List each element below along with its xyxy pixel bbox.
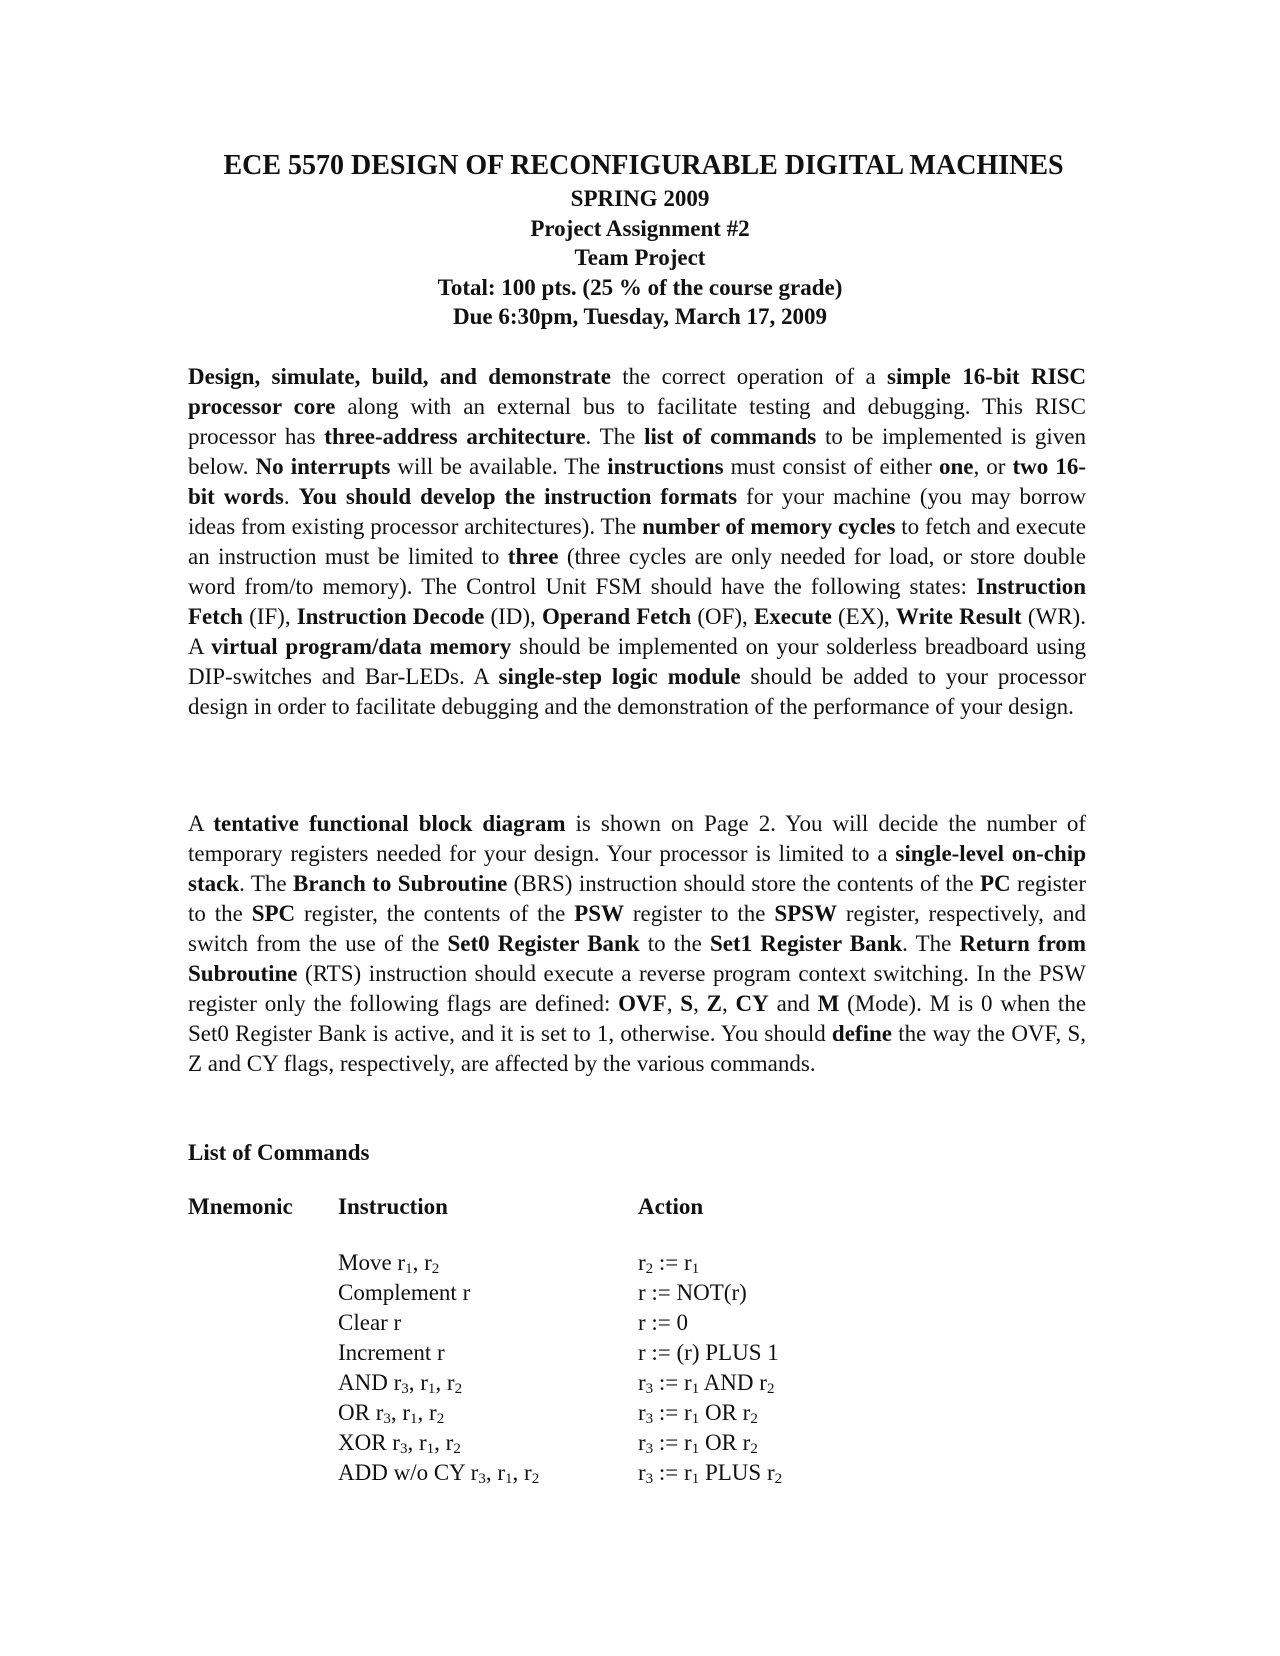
term-line: SPRING 2009 <box>570 186 710 211</box>
emphasized-text: Execute <box>753 604 832 629</box>
command-action: $r_3$ := $r_1$ OR $r_2$ <box>638 1400 758 1427</box>
command-instruction: Move $r_1$, $r_2$ <box>338 1250 440 1277</box>
command-row <box>0 1338 1280 1368</box>
register-subscript: 1 <box>691 1411 700 1427</box>
emphasized-text: single-step logic module <box>498 664 741 689</box>
register-subscript: 2 <box>531 1471 540 1487</box>
emphasized-text: instructions <box>607 454 724 479</box>
due-date-line: Due 6:30pm, Tuesday, March 17, 2009 <box>452 304 827 329</box>
emphasized-text: Instruction Fetch <box>188 574 1086 629</box>
emphasized-text: three <box>507 544 559 569</box>
emphasized-text: Z <box>706 991 722 1016</box>
command-instruction: XOR $r_3$, $r_1$, $r_2$ <box>338 1430 461 1457</box>
register-subscript: 3 <box>399 1441 408 1457</box>
command-instruction: ADD w/o CY $r_3$, $r_1$, $r_2$ <box>338 1460 540 1487</box>
emphasized-text: tentative functional block diagram <box>213 811 566 836</box>
register-subscript: 3 <box>645 1411 654 1427</box>
register-subscript: 1 <box>405 1261 413 1277</box>
command-action: $r_3$ := $r_1$ OR $r_2$ <box>638 1430 758 1457</box>
register-subscript: 1 <box>691 1471 700 1487</box>
register-subscript: 1 <box>505 1471 513 1487</box>
command-row <box>0 1458 1280 1488</box>
register-subscript: 2 <box>454 1381 463 1397</box>
emphasized-text: simple 16-bit RISC processor core <box>188 364 1086 419</box>
emphasized-text: single-level on-chip stack <box>188 841 1086 896</box>
command-row <box>0 1278 1280 1308</box>
project-description-paragraph: Design, simulate, build, and demonstrate the correct operation of a simple 16-bit RISC processor core along with an external bus to facilitate testing and debugging. This RISC processor has three-address architecture. The list of commands to be implemented is given below. No interrupts will be available. The instructions must consist of either one, or two 16-bit words. You should develop the instruction formats for your machine (you may borrow ideas from existing processor architectures). The number of memory cycles to fetch and execute an instruction must be limited to three (three cycles are only needed for load, or store double word from/to memory). The Control Unit FSM should have the following states: Instruction Fetch (IF), Instruction Decode (ID), Operand Fetch (OF), Execute (EX), Write Result (WR). A virtual program/data memory should be implemented on your solderless breadboard using DIP-switches and Bar-LEDs. A single-step logic module should be added to your processor design in order to facilitate debugging and the demonstration of the performance of your design. <box>188 364 1087 719</box>
register-subscript: 1 <box>427 1381 436 1397</box>
register-subscript: 2 <box>750 1441 758 1457</box>
emphasized-text: PSW <box>574 901 624 926</box>
command-instruction: Complement r <box>338 1280 471 1305</box>
emphasized-text: define <box>831 1021 892 1046</box>
emphasized-text: two 16-bit words <box>188 454 1086 509</box>
emphasized-text: Operand Fetch <box>541 604 692 629</box>
command-instruction: AND $r_3$, $r_1$, $r_2$ <box>338 1370 463 1397</box>
register-subscript: 2 <box>453 1441 461 1457</box>
register-subscript: 1 <box>410 1411 418 1427</box>
command-row <box>0 1248 1280 1278</box>
emphasized-text: Design, simulate, build, and demonstrate <box>188 364 611 389</box>
command-action: r := NOT(r) <box>638 1280 747 1305</box>
assignment-line: Project Assignment #2 <box>530 215 750 241</box>
emphasized-text: one <box>938 454 974 479</box>
command-action: $r_3$ := $r_1$ PLUS $r_2$ <box>638 1460 783 1487</box>
register-subscript: 1 <box>691 1441 700 1457</box>
emphasized-text: Return from Subroutine <box>188 931 1087 986</box>
command-action: $r_2$ := $r_1$ <box>638 1250 700 1277</box>
emphasized-text: SPSW <box>774 901 838 926</box>
emphasized-text: three-address architecture <box>324 424 586 449</box>
command-action: r := 0 <box>638 1310 689 1335</box>
register-subscript: 3 <box>401 1381 409 1397</box>
emphasized-text: list of commands <box>644 424 817 449</box>
emphasized-text: SPC <box>251 901 296 926</box>
action-column-header: Action <box>638 1194 704 1219</box>
emphasized-text: PC <box>979 871 1011 896</box>
command-row <box>0 1428 1280 1458</box>
document-header <box>0 148 1280 332</box>
register-subscript: 1 <box>691 1381 700 1397</box>
command-action: $r_3$ := $r_1$ AND $r_2$ <box>638 1370 775 1397</box>
register-subscript: 3 <box>645 1381 654 1397</box>
emphasized-text: Branch to Subroutine <box>293 871 508 896</box>
project-type-line: Team Project <box>574 245 706 270</box>
emphasized-text: number of memory cycles <box>642 514 896 539</box>
command-row <box>0 1308 1280 1338</box>
register-subscript: 2 <box>774 1471 783 1487</box>
register-subscript: 3 <box>478 1471 486 1487</box>
emphasized-text: Write Result <box>895 604 1022 629</box>
emphasized-text: No interrupts <box>255 454 391 479</box>
emphasized-text: Set0 Register Bank <box>447 931 640 956</box>
register-subscript: 2 <box>750 1411 758 1427</box>
command-list <box>0 1248 1280 1488</box>
register-subscript: 1 <box>426 1441 435 1457</box>
register-subscript: 2 <box>766 1381 775 1397</box>
emphasized-text: Instruction Decode <box>296 604 485 629</box>
emphasized-text: M <box>817 991 840 1016</box>
command-instruction: Increment r <box>338 1340 445 1365</box>
course-title: ECE 5570 DESIGN OF RECONFIGURABLE DIGITAL MACHINES <box>223 150 1064 181</box>
emphasized-text: CY <box>735 991 769 1016</box>
register-subscript: 3 <box>645 1441 654 1457</box>
emphasized-text: Set1 Register Bank <box>710 931 903 956</box>
register-subscript: 2 <box>431 1261 440 1277</box>
emphasized-text: virtual program/data memory <box>211 634 512 659</box>
command-row <box>0 1368 1280 1398</box>
command-instruction: OR $r_3$, $r_1$, $r_2$ <box>338 1400 445 1427</box>
command-row <box>0 1398 1280 1428</box>
commands-section-title: List of Commands <box>188 1140 370 1165</box>
register-subscript: 2 <box>436 1411 445 1427</box>
register-subscript: 2 <box>645 1261 654 1277</box>
emphasized-text: S <box>680 991 694 1016</box>
emphasized-text: OVF <box>618 991 667 1016</box>
mnemonic-column-header: Mnemonic <box>188 1194 293 1219</box>
emphasized-text: You should develop the instruction formats <box>298 484 738 509</box>
block-diagram-paragraph: A tentative functional block diagram is shown on Page 2. You will decide the number of temporary registers needed for your design. Your processor is limited to a single-level on-chip stack. The Branch to Subroutine (BRS) instruction should store the contents of the PC register to the SPC register, the contents of the PSW register to the SPSW register, respectively, and switch from the use of the Set0 Register Bank to the Set1 Register Bank. The Return from Subroutine (RTS) instruction should execute a reverse program context switching. In the PSW register only the following flags are defined: OVF, S, Z, CY and M (Mode). M is 0 when the Set0 Register Bank is active, and it is set to 1, otherwise. You should define the way the OVF, S, Z and CY flags, respectively, are affected by the various commands. <box>188 811 1087 1076</box>
register-subscript: 3 <box>383 1411 391 1427</box>
command-instruction: Clear r <box>338 1310 402 1335</box>
command-action: r := (r) PLUS 1 <box>638 1340 779 1365</box>
register-subscript: 3 <box>645 1471 654 1487</box>
register-subscript: 1 <box>691 1261 700 1277</box>
instruction-column-header: Instruction <box>338 1194 448 1219</box>
total-points-line: Total: 100 pts. (25 % of the course grade) <box>437 274 843 300</box>
